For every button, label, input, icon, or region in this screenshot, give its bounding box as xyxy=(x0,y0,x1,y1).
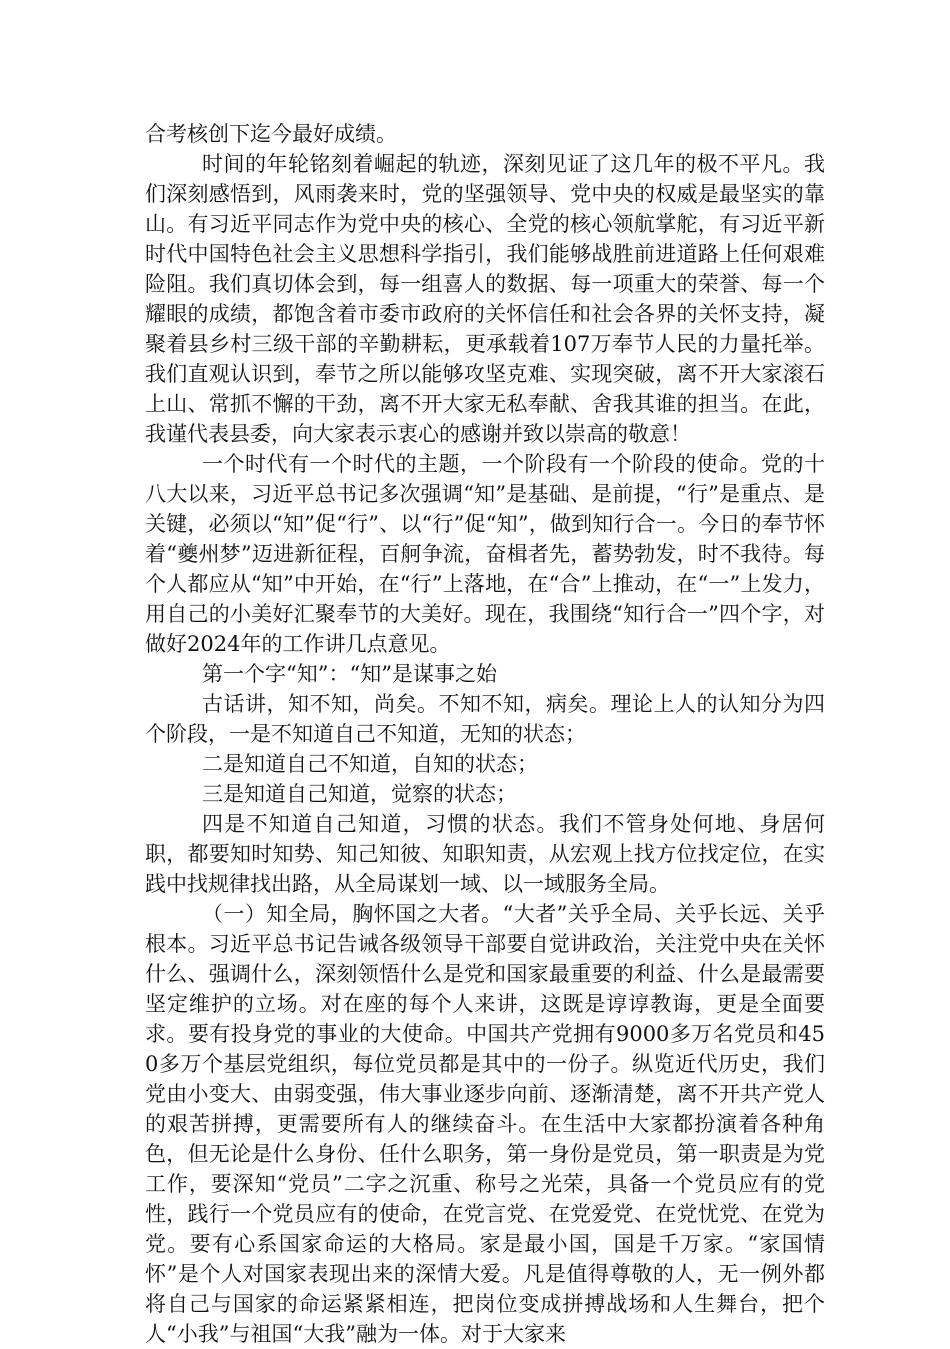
paragraph-stage-two: 二是知道自己不知道，自知的状态； xyxy=(202,752,538,776)
paragraph-stage-three: 三是知道自己知道，觉察的状态； xyxy=(202,782,517,806)
document-body xyxy=(145,119,825,1349)
paragraph-stage-four: 四是不知道自己知道，习惯的状态。我们不管身处何地、身居何职，都要知时知势、知己知彼、知职知责，从宏观上找方位找定位，在实践中找规律找出路，从全局谋划一域、以一域服务全局。 xyxy=(145,812,825,896)
paragraph-theme: 一个时代有一个时代的主题，一个阶段有一个阶段的使命。党的十八大以来，习近平总书记多次强调“知”是基础、是前提，“行”是重点、是关键，必须以“知”促“行”、以“行”促“知”，做到知行合一。今日的奉节怀着“夔州梦”迈进新征程，百舸争流，奋楫者先，蓄势勃发，时不我待。每个人都应从“知”中开始，在“行”上落地，在“合”上推动，在“一”上发力，用自己的小美好汇聚奉节的大美好。现在，我围绕“知行合一”四个字，对做好2024年的工作讲几点意见。 xyxy=(145,452,825,656)
paragraph-overall-situation: （一）知全局，胸怀国之大者。“大者”关乎全局、关乎长远、关乎根本。习近平总书记告诫各级领导干部要自觉讲政治，关注党中央在关怀什么、强调什么，深刻领悟什么是党和国家最重要的利益、什么是最需要坚定维护的立场。对在座的每个人来讲，这既是谆谆教诲，更是全面要求。要有投身党的事业的大使命。中国共产党拥有9000多万名党员和450多万个基层党组织，每位党员都是其中的一份子。纵览近代历史，我们党由小变大、由弱变强，伟大事业逐步向前、逐渐清楚，离不开共产党人的艰苦拼搏，更需要所有人的继续奋斗。在生活中大家都扮演着各种角色，但无论是什么身份、任什么职务，第一身份是党员，第一职责是为党工作，要深知“党员”二字之沉重、称号之光荣，具备一个党员应有的党性，践行一个党员应有的使命，在党言党、在党爱党、在党忧党、在党为党。要有心系国家命运的大格局。家是最小国，国是千万家。“家国情怀”是个人对国家表现出来的深情大爱。凡是值得尊敬的人，无一例外都将自己与国家的命运紧紧相连，把岗位变成拼搏战场和人生舞台，把个人“小我”与祖国“大我”融为一体。对于大家来 xyxy=(145,902,825,1346)
paragraph-continuation: 合考核创下迄今最好成绩。 xyxy=(145,122,397,146)
section-heading-zhi: 第一个字“知”：“知”是谋事之始 xyxy=(202,662,497,686)
paragraph-reflection: 时间的年轮铭刻着崛起的轨迹，深刻见证了这几年的极不平凡。我们深刻感悟到，风雨袭来时，党的坚强领导、党中央的权威是最坚实的靠山。有习近平同志作为党中央的核心、全党的核心领航掌舵，有习近平新时代中国特色社会主义思想科学指引，我们能够战胜前进道路上任何艰难险阻。我们真切体会到，每一组喜人的数据、每一项重大的荣誉、每一个耀眼的成绩，都饱含着市委市政府的关怀信任和社会各界的关怀支持，凝聚着县乡村三级干部的辛勤耕耘，更承载着107万奉节人民的力量托举。我们直观认识到，奉节之所以能够攻坚克难、实现突破，离不开大家滚石上山、常抓不懈的干劲，离不开大家无私奉献、舍我其谁的担当。在此，我谨代表县委，向大家表示衷心的感谢并致以崇高的敬意！ xyxy=(145,152,825,446)
paragraph-cognition: 古话讲，知不知，尚矣。不知不知，病矣。理论上人的认知分为四个阶段，一是不知道自己不知道，无知的状态； xyxy=(145,692,825,746)
